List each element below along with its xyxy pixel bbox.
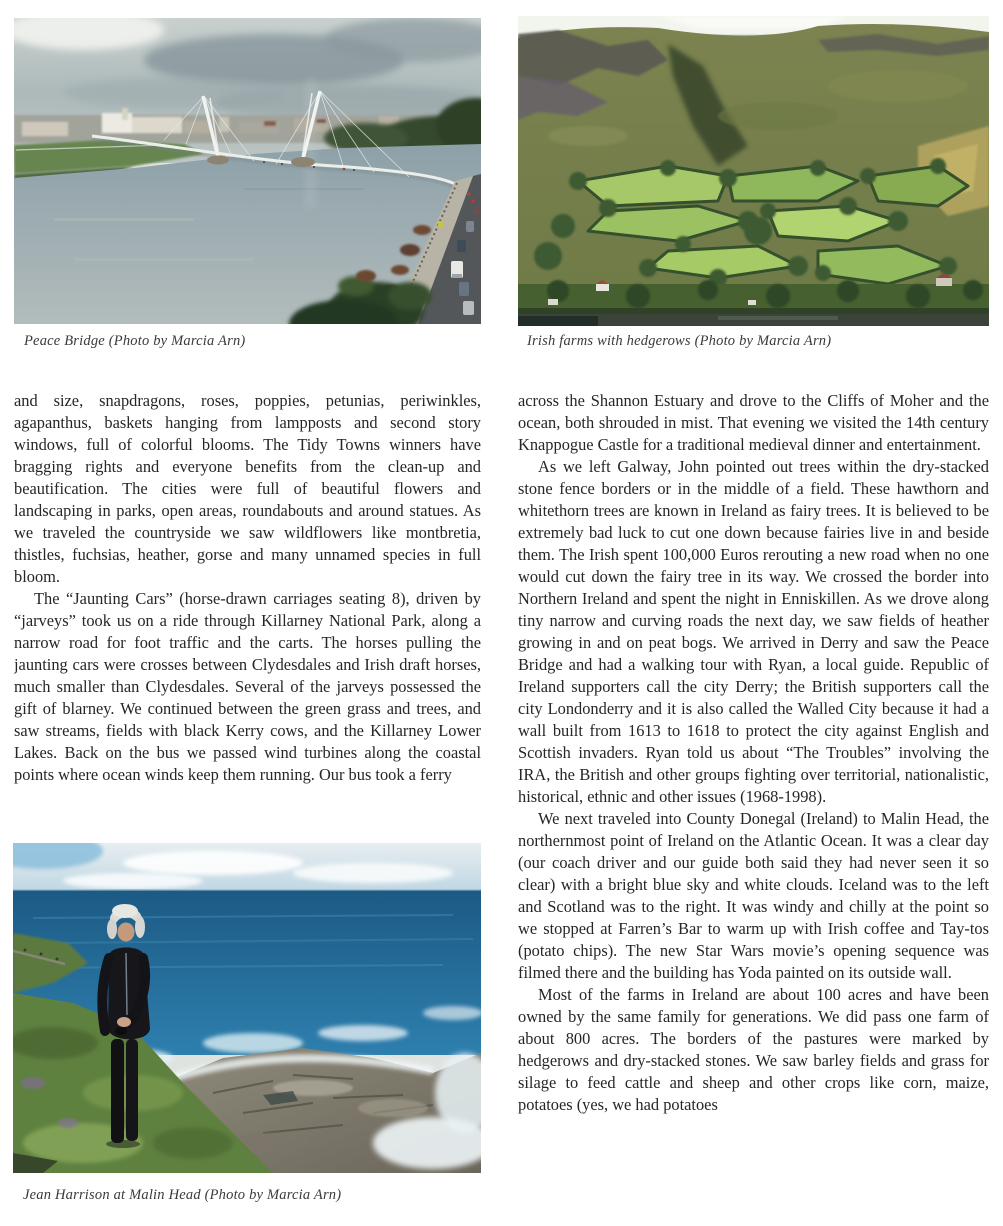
article-column-left <box>14 390 481 841</box>
article-column-right <box>518 390 989 1226</box>
malin-head-scene <box>13 843 481 1173</box>
peace-bridge-scene <box>14 18 481 324</box>
irish-farms-scene <box>518 16 989 326</box>
photo-irish-farms <box>518 16 989 326</box>
photo-caption-malin-head: Jean Harrison at Malin Head (Photo by Marcia Arn) <box>23 1187 342 1203</box>
paragraph-jaunting-cars: The “Jaunting Cars” (horse-drawn carriages seating 8), driven by “jarveys” took us on a ride through Killarney National Park, along a narrow road for foot traffic and the carts. The horses pulling the jaunting cars were crosses between Clydesdales and Irish draft horses, much smaller than Clydesdales. Several of the jarveys possessed the gift of blarney. We continued between the green grass and trees, and saw streams, fields with black Kerry cows, and the Killarney Lower Lakes. Back on the bus we passed wind turbines along the coastal points where ocean winds keep them running. Our bus took a ferry <box>14 589 481 784</box>
sky <box>13 843 481 893</box>
photo-malin-head <box>13 843 481 1173</box>
paragraph-flowers: and size, snapdragons, roses, poppies, petunias, periwinkles, agapanthus, baskets hanging from lampposts and second story windows, full of colorful blooms. The Tidy Towns winners have bragging rights and everyone benefits from the clean-up and beautification. The cities were full of beautiful flowers and landscaping in parks, open areas, roundabouts and around statues. As we traveled the countryside we saw wildflowers like montbretia, thistles, fuchsias, heather, gorse and many unnamed species in full bloom. <box>14 391 481 586</box>
paragraph-malin-head: We next traveled into County Donegal (Ireland) to Malin Head, the northernmost point of Ireland on the Atlantic Ocean. It was a clear day (our coach driver and our guide both said they had never seen it so clear) with a bright blue sky and white clouds. Iceland was to the left and Scotland was to the right. It was windy and chilly at the point so we stopped at Farren’s Bar to warm up with Irish coffee and Tay-tos (potato chips). The new Star Wars movie’s opening sequence was filmed there and the building has Yoda painted on its outside wall. <box>518 809 989 982</box>
paragraph-shannon: across the Shannon Estuary and drove to the Cliffs of Moher and the ocean, both shrouded in mist. That evening we visited the 14th century Knappogue Castle for a traditional medieval dinner and entertainment. <box>518 391 989 454</box>
photo-caption-irish-farms: Irish farms with hedgerows (Photo by Marcia Arn) <box>527 333 832 349</box>
paragraph-fairy-trees: As we left Galway, John pointed out trees within the dry-stacked stone fence borders or in the middle of a field. These hawthorn and whitethorn trees are known in Ireland as fairy trees. It is believed to be extremely bad luck to cut one down because fairies live in and beside them. The Irish spent 100,000 Euros rerouting a new road when no one would cut down the fairy tree in its way. We crossed the border into Northern Ireland and spent the night in Enniskillen. As we drove along tiny narrow and curving roads the next day, we saw fields of heather growing in and on peat bogs. We arrived in Derry and saw the Peace Bridge and had a walking tour with Ryan, a local guide. Republic of Ireland supporters call the city Derry; the British supporters call the city Londonderry and it is also called the Walled City because it had a wall built from 1613 to 1618 to protect the city against English and Scottish invaders. Ryan told us about “The Troubles” involving the IRA, the British and other groups fighting over territorial, nationalistic, historical, ethnic and other issues (1968-1998). <box>518 457 989 806</box>
paragraph-farms: Most of the farms in Ireland are about 100 acres and have been owned by the same family for generations. We did pass one farm of about 800 acres. The borders of the pastures were marked by hedgerows and dry-stacked stones. We saw barley fields and grass for silage to feed cattle and sheep and other crops like corn, maize, potatoes (yes, we had potatoes <box>518 985 989 1114</box>
photo-peace-bridge <box>14 18 481 324</box>
photo-caption-peace-bridge: Peace Bridge (Photo by Marcia Arn) <box>24 333 246 349</box>
